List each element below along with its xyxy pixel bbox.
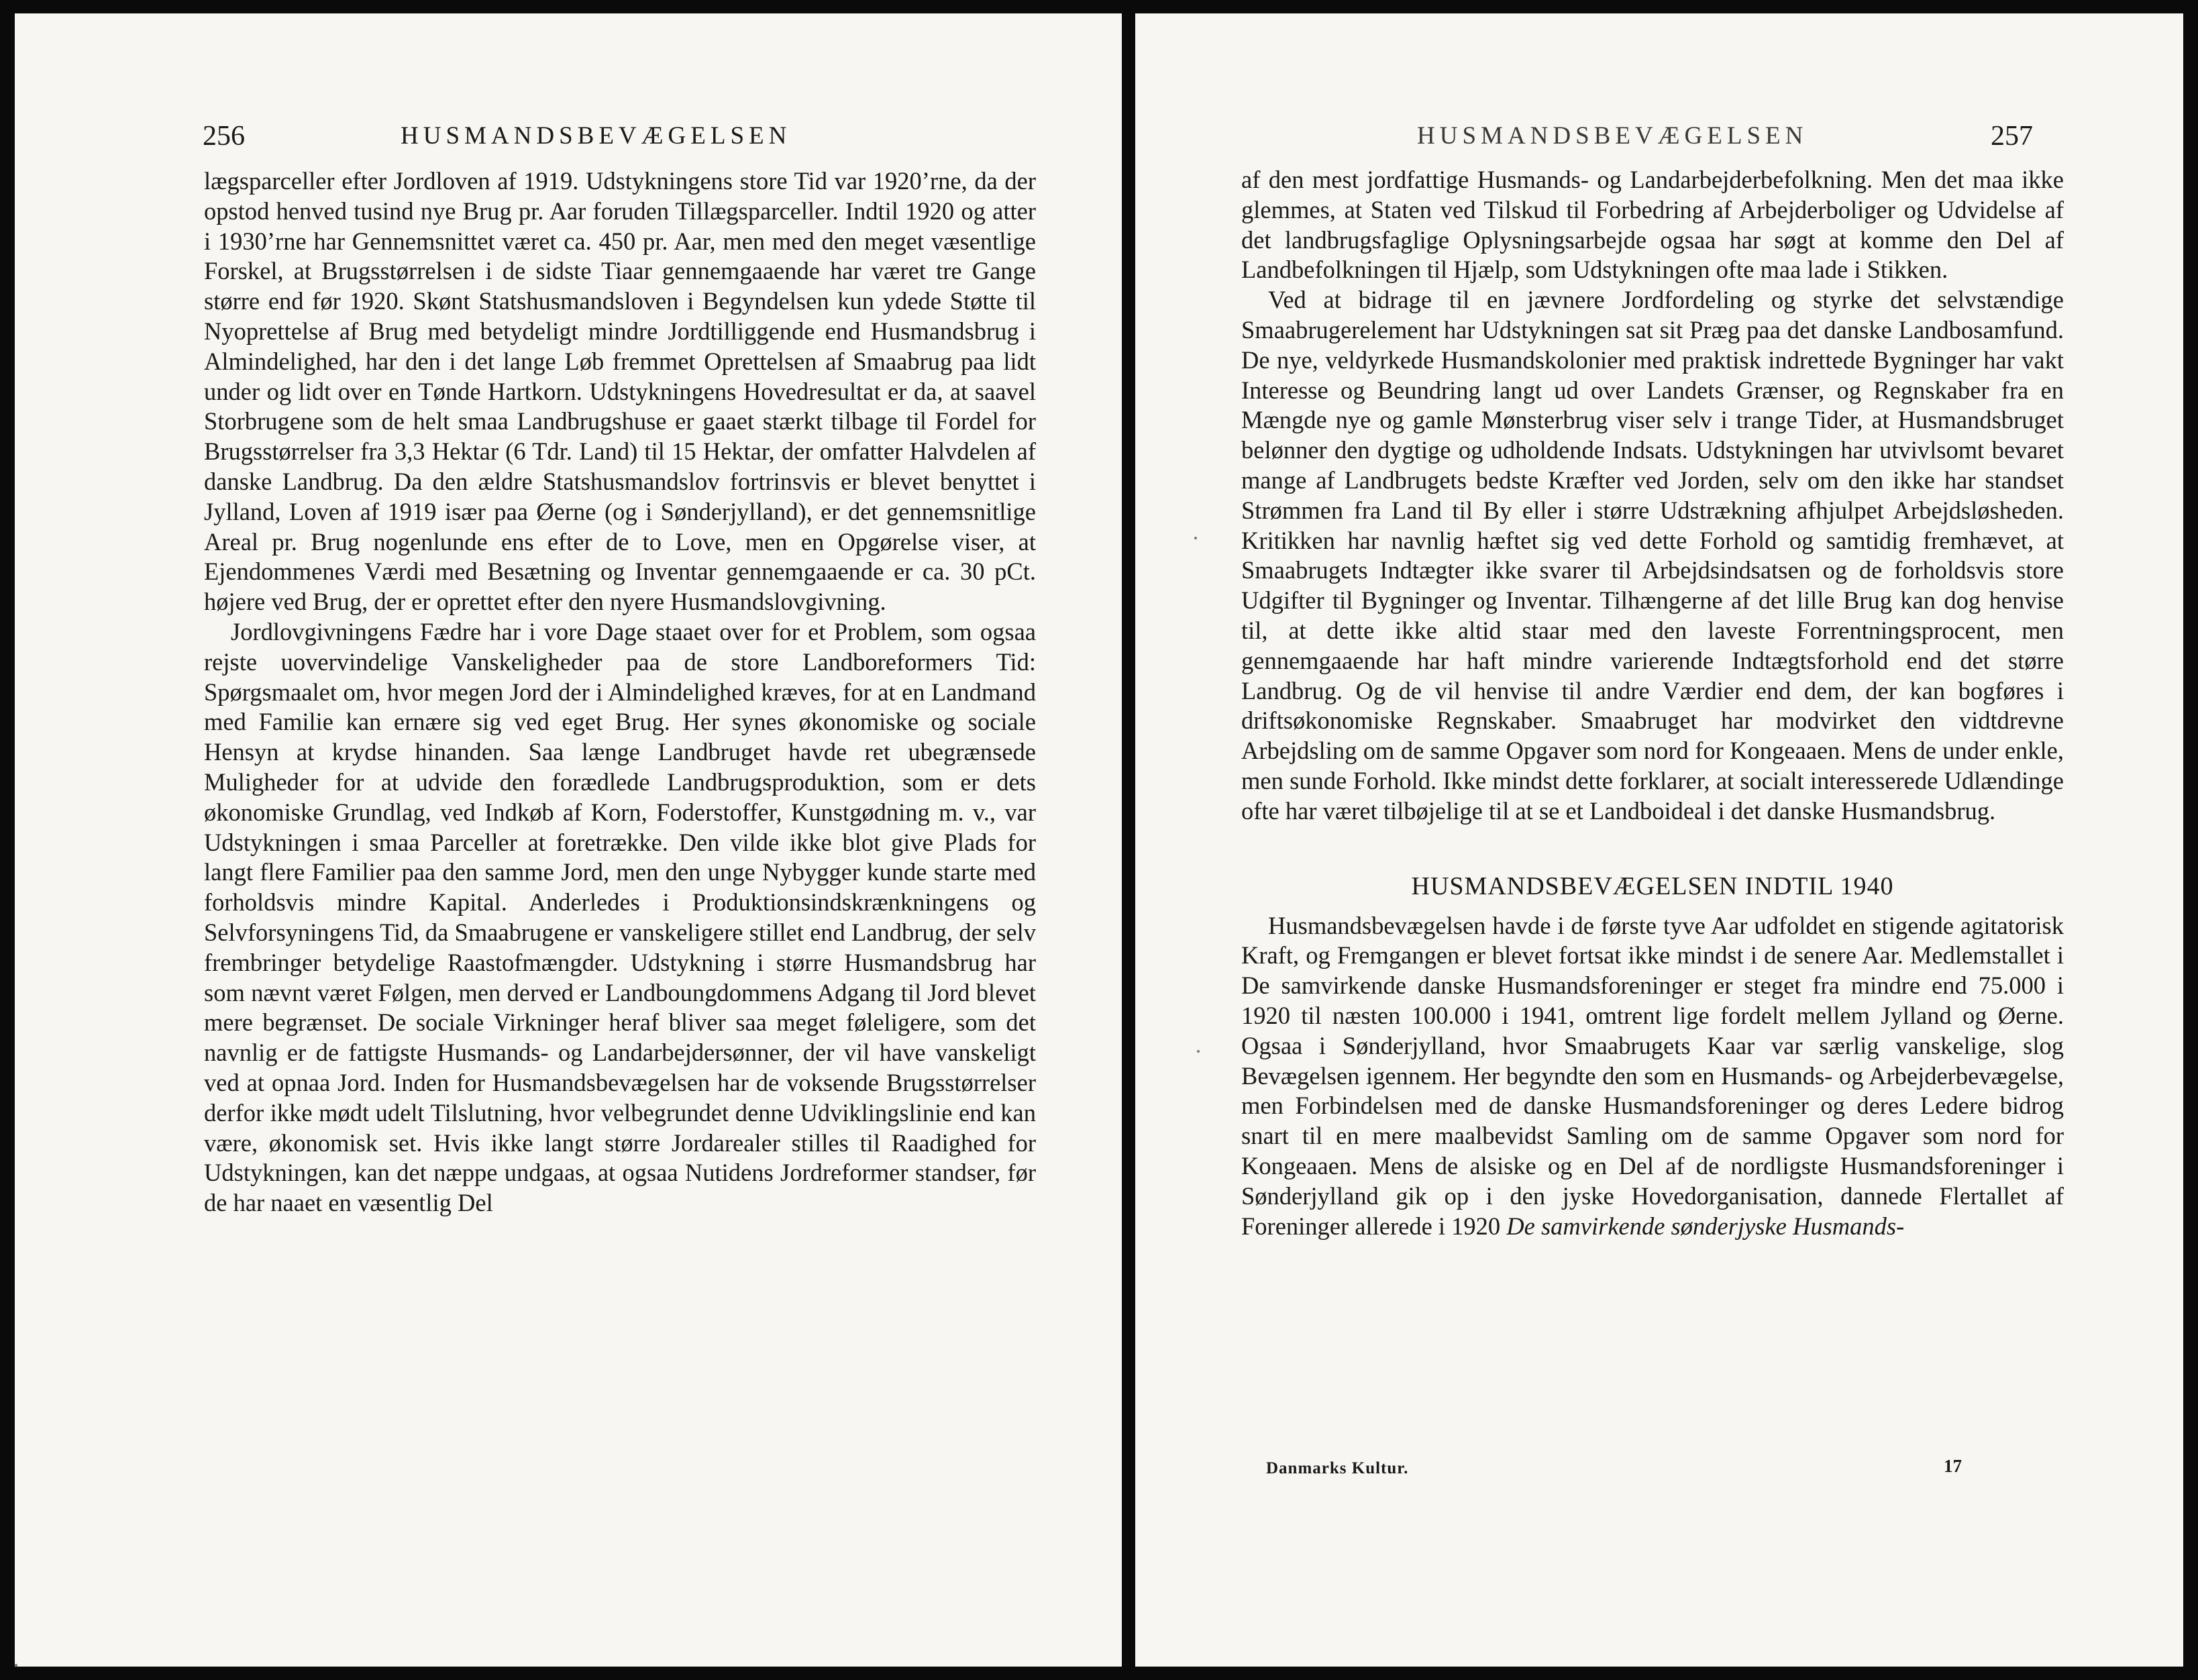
paragraph: af den mest jordfattige Husmands- og Landarbejderbefolkning. Men det maa ikke glemmes, at Staten ved Tilskud til Forbedring af Arbejderboliger og Udvidelse af det landbrugsfaglige Oplysningsarbejde ogsaa har søgt at komme den Del af Landbefolkningen til Hjælp, som Udstykningen ofte maa lade i Stikken.: [1241, 166, 2064, 284]
running-head: HUSMANDSBEVÆGELSEN: [401, 122, 792, 150]
paragraph: [1241, 911, 2064, 1242]
page-number: 256: [203, 121, 245, 152]
italic-title: De samvirkende sønderjyske Husmands-: [1506, 1212, 1905, 1240]
section-heading: HUSMANDSBEVÆGELSEN INDTIL 1940: [1411, 872, 1894, 900]
paragraph: Ved at bidrage til en jævnere Jordfordeling og styrke det selvstændige Smaabrugerelement har Udstykningen sat sit Præg paa det danske Landbosamfund. De nye, veldyrkede Husmandskolonier med praktisk indrettede Bygninger har vakt Interesse og Beundring langt ud over Landets Grænser, og Regnskaber fra en Mængde nye og gamle Mønsterbrug viser selv i trange Tider, at Husmandsbruget belønner den dygtige og udholdende Indsats. Udstykningen har utvivlsomt bevaret mange af Landbrugets bedste Kræfter ved Jorden, selv om den ikke har standset Strømmen fra Land til By eller i større Udstrækning afhjulpet Arbejdsløsheden. Kritikken har navnlig hæftet sig ved dette Forhold og samtidig fremhævet, at Smaabrugets Indtægter ikke svarer til Arbejdsindsatsen og de forholdsvis store Udgifter til Bygninger og Inventar. Tilhængerne af det lille Brug kan dog henvise til, at dette ikke altid staar med den laveste Forrentningsprocent, men gennemgaaende har haft mindre varierende Indtægtsforhold end det større Landbrug. Og de vil henvise til andre Værdier end dem, der kan bogføres i driftsøkonomiske Regnskaber. Smaabruget har modvirket den vidtdrevne Arbejdsling om de samme Opgaver som nord for Kongeaaen. Mens de under enkle, men sunde Forhold. Ikke mindst dette forklarer, at socialt interesserede Udlændinge ofte har været tilbøjelige til at se et Landboideal i det danske Husmandsbrug.: [1241, 286, 2064, 825]
paragraph-text: Husmandsbevægelsen havde i de første tyve Aar udfoldet en stigende agitatorisk Kraft, og Fremgangen er blevet fortsat ikke mindst i de senere Aar. Medlemstallet i De samvirkende danske Husmandsforeninger er steget fra mindre end 75.000 i 1920 til næsten 100.000 i 1941, omtrent lige fordelt mellem Jylland og Øerne. Ogsaa i Sønderjylland, hvor Smaabrugets Kaar var særlig vanskelige, slog Bevægelsen igennem. Her begyndte den som en Husmands- og Arbejderbevægelse, men Forbindelsen med de danske Husmandsforeninger og deres Ledere bidrog snart til en mere maalbevidst Samling om de samme Opgaver som nord for Kongeaaen. Mens de alsiske og en Del af de nordligste Husmandsforeninger i Sønderjylland gik op i den jyske Hovedorganisation, dannede Flertallet af Foreninger allerede i 1920: [1241, 911, 2064, 1240]
left-page: [15, 13, 1122, 1667]
right-page: [1135, 13, 2183, 1667]
paragraph: Jordlovgivningens Fædre har i vore Dage staaet over for et Problem, som ogsaa rejste uovervindelige Vanskeligheder paa de store Landboreformers Tid: Spørgsmaalet om, hvor megen Jord der i Almindelighed kræves, for at en Landmand med Familie kan ernære sig ved eget Brug. Her synes økonomiske og sociale Hensyn at krydse hinanden. Saa længe Landbruget havde ret ubegrænsede Muligheder for at udvide den forædlede Landbrugsproduktion, som er dets økonomiske Grundlag, ved Indkøb af Korn, Foderstoffer, Kunstgødning m. v., var Udstykningen i smaa Parceller at foretrække. Den vilde ikke blot give Plads for langt flere Familier paa den samme Jord, men den unge Nybygger kunde starte med forholdsvis mindre Kapital. Anderledes i Produktionsindskrænkningens og Selvforsyningens Tid, da Smaabrugene er vanskeligere stillet end Landbrug, der selv frembringer betydelige Raastofmængder. Udstykning i større Husmandsbrug har som nævnt været Følgen, men derved er Landboungdommens Adgang til Jord blevet mere begrænset. De sociale Virkninger heraf bliver saa meget føleligere, som det navnlig er de fattigste Husmands- og Landarbejdersønner, der vil have vanskeligt ved at opnaa Jord. Inden for Husmandsbevægelsen har de voksende Brugsstørrelser derfor ikke mødt udelt Tilslutning, hvor velbegrundet denne Udviklingslinie end kan være, økonomisk set. Hvis ikke langt større Jordarealer stilles til Raadighed for Udstykningen, kan det næppe undgaas, at ogsaa Nutidens Jordreformer standser, før de har naaet en væsentlig Del: [204, 617, 1036, 1217]
scan-speck: [15, 1664, 17, 1667]
page-number: 257: [1991, 121, 2033, 152]
scan-speck: [1194, 537, 1197, 539]
scan-speck: [1197, 1050, 1200, 1053]
footer-sheet-number: 17: [1944, 1456, 1962, 1476]
footer-signature: Danmarks Kultur.: [1266, 1459, 1409, 1477]
body-text: [1241, 165, 2064, 1241]
body-text: [204, 166, 1036, 1218]
running-head: HUSMANDSBEVÆGELSEN: [1417, 122, 1808, 150]
paragraph: lægsparceller efter Jordloven af 1919. Udstykningens store Tid var 1920’rne, da der opstod henved tusind nye Brug pr. Aar foruden Tillægsparceller. Indtil 1920 og atter i 1930’rne har Gennemsnittet været ca. 450 pr. Aar, men med den meget væsentlige Forskel, at Brugsstørrelsen i de sidste Tiaar gennemgaaende har været tre Gange større end før 1920. Skønt Statshusmandsloven i Begyndelsen kun ydede Støtte til Nyoprettelse af Brug med betydeligt mindre Jordtilliggende end Husmandsbrug i Almindelighed, har den i det lange Løb fremmet Oprettelsen af Smaabrug paa lidt under og lidt over en Tønde Hartkorn. Udstykningens Hovedresultat er da, at saavel Storbrugene som de helt smaa Landbrugshuse er gaaet stærkt tilbage til Fordel for Brugsstørrelser fra 3,3 Hektar (6 Tdr. Land) til 15 Hektar, der omfatter Halvdelen af danske Landbrug. Da den ældre Statshusmandslov fortrinsvis er blevet benyttet i Jylland, Loven af 1919 især paa Øerne (og i Sønderjylland), er det gennemsnitlige Areal pr. Brug nogenlunde ens efter de to Love, men en Opgørelse viser, at Ejendommenes Værdi med Besætning og Inventar gennemgaaende er ca. 30 pCt. højere ved Brug, der er oprettet efter den nyere Husmandslovgivning.: [204, 167, 1036, 616]
